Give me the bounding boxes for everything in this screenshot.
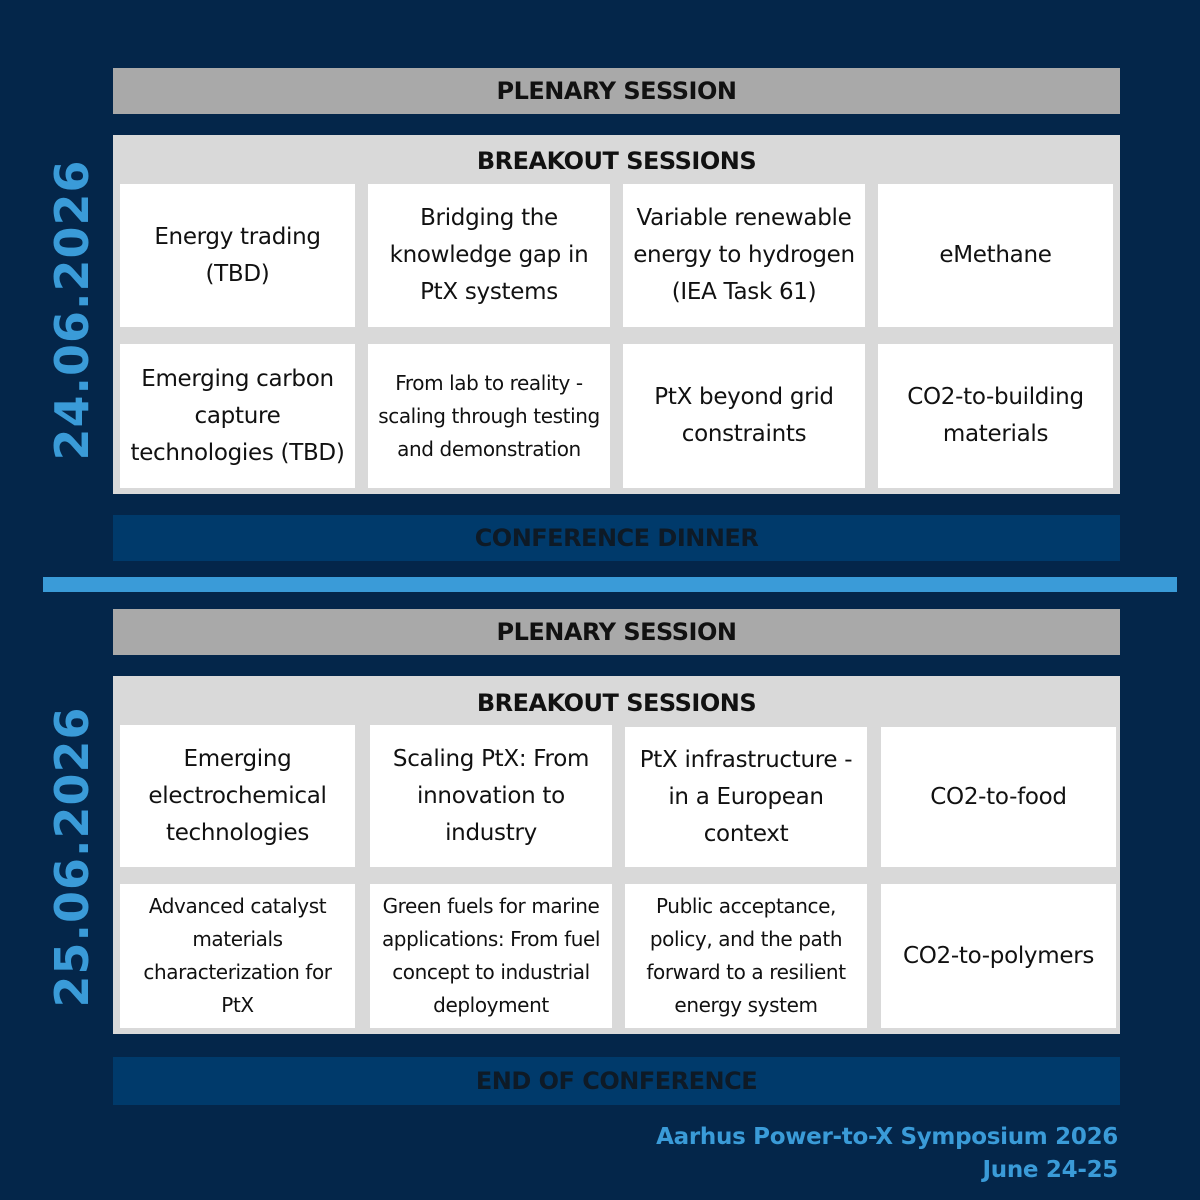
day2-session-8: CO2-to-polymers <box>881 884 1116 1028</box>
day2-breakout-panel <box>113 676 1120 1034</box>
day2-session-5: Advanced catalyst materials characterization for PtX <box>120 884 355 1028</box>
day1-breakout-title: BREAKOUT SESSIONS <box>476 147 757 175</box>
end-of-conference-bar: END OF CONFERENCE <box>113 1057 1120 1105</box>
day2-plenary-session: PLENARY SESSION <box>113 609 1120 655</box>
day2-date: 25.06.2026 <box>45 706 99 1008</box>
day2-session-1: Emerging electrochemical technologies <box>120 725 355 867</box>
day2-session-7: Public acceptance, policy, and the path forward to a resilient energy system <box>625 884 867 1028</box>
day2-session-2: Scaling PtX: From innovation to industry <box>370 725 612 867</box>
day2-session-6: Green fuels for marine applications: From fuel concept to industrial deployment <box>370 884 612 1028</box>
day2-breakout-title: BREAKOUT SESSIONS <box>476 689 757 717</box>
day1-date: 24.06.2026 <box>45 159 99 461</box>
day1-session-1: Energy trading (TBD) <box>120 184 355 327</box>
footer-event-dates: June 24-25 <box>982 1157 1118 1183</box>
footer-event-name: Aarhus Power-to-X Symposium 2026 <box>656 1124 1118 1150</box>
day1-session-8: CO2-to-building materials <box>878 344 1113 488</box>
day1-session-3: Variable renewable energy to hydrogen (IEA Task 61) <box>623 184 865 327</box>
day1-session-5: Emerging carbon capture technologies (TBD) <box>120 344 355 488</box>
day1-breakout-panel <box>113 135 1120 494</box>
day1-session-4: eMethane <box>878 184 1113 327</box>
day1-session-7: PtX beyond grid constraints <box>623 344 865 488</box>
day1-session-2: Bridging the knowledge gap in PtX systems <box>368 184 610 327</box>
footer <box>656 1121 1118 1187</box>
day2-session-3: PtX infrastructure - in a European context <box>625 727 867 867</box>
conference-dinner-bar: CONFERENCE DINNER <box>113 515 1120 561</box>
day1-session-6: From lab to reality - scaling through testing and demonstration <box>368 344 610 488</box>
day2-session-4: CO2-to-food <box>881 727 1116 867</box>
day-divider <box>43 577 1177 592</box>
day1-plenary-session: PLENARY SESSION <box>113 68 1120 114</box>
